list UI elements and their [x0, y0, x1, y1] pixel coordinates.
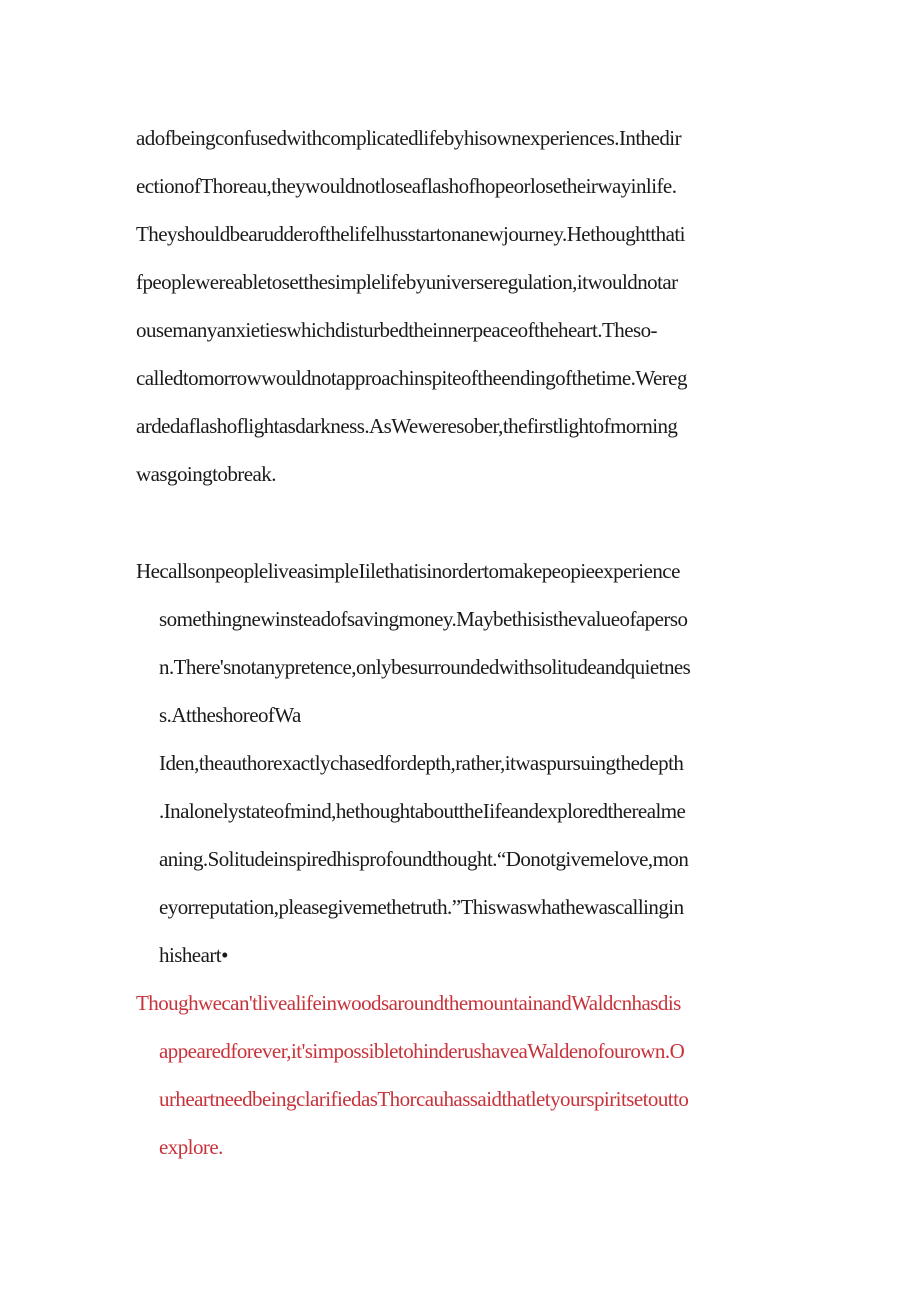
- paragraph-1-line-8: wasgoingtobreak.: [136, 462, 276, 486]
- paragraph-2-line-4: s.AttheshoreofWa: [159, 703, 301, 727]
- paragraph-1-line-7: ardedaflashoflightasdarkness.AsWeweresober,thefirstlightofmorning: [136, 414, 678, 438]
- paragraph-2-line-9: hisheart•: [159, 943, 228, 967]
- paragraph-1-line-4: fpeoplewereabletosetthesimplelifebyuniverseregulation,itwouldnotar: [136, 270, 678, 294]
- paragraph-2-line-3: n.There'snotanypretence,onlybesurroundedwithsolitudeandquietnes: [159, 655, 691, 679]
- paragraph-2-line-2: somethingnewinsteadofsavingmoney.Maybethisisthevalueofaperso: [159, 607, 688, 631]
- paragraph-1-line-6: calledtomorrowwouldnotapproachinspiteoftheendingofthetime.Wereg: [136, 366, 687, 390]
- paragraph-3-line-3: urheartneedbeingclarifiedasThorcauhassaidthatletyourspiritsetoutto: [159, 1087, 689, 1111]
- paragraph-3-line-4: explore.: [159, 1135, 223, 1159]
- paragraph-1-line-5: ousemanyanxietieswhichdisturbedtheinnerpeaceoftheheart.Theso-: [136, 318, 657, 342]
- paragraph-3-line-1: Thoughwecan'tlivealifeinwoodsaroundthemountainandWaldcnhasdis: [136, 991, 681, 1015]
- paragraph-1-line-3: Theyshouldbearudderofthelifelhusstartonanewjourney.Hethoughtthati: [136, 222, 685, 246]
- paragraph-3-line-2: appearedforever,it'simpossibletohinderushaveaWaldenofourown.O: [159, 1039, 685, 1063]
- paragraph-1-line-2: ectionofThoreau,theywouldnotloseaflashofhopeorlosetheirwayinlife.: [136, 174, 677, 198]
- paragraph-2-line-7: aning.Solitudeinspiredhisprofoundthought.“Donotgivemelove,mon: [159, 847, 689, 871]
- paragraph-2-line-8: eyorreputation,pleasegivemethetruth.”Thiswaswhathewascallingin: [159, 895, 684, 919]
- paragraph-1-line-1: adofbeingconfusedwithcomplicatedlifebyhisownexperiences.Inthedir: [136, 126, 682, 150]
- paragraph-2-line-6: .Inalonelystateofmind,hethoughtabouttheIifeandexploredtherealme: [159, 799, 686, 823]
- paragraph-2-line-1: HecallsonpeopleliveasimpleIilethatisinordertomakepeopieexperience: [136, 559, 680, 583]
- paragraph-2-line-5: Iden,theauthorexactlychasedfordepth,rather,itwaspursuingthedepth: [159, 751, 684, 775]
